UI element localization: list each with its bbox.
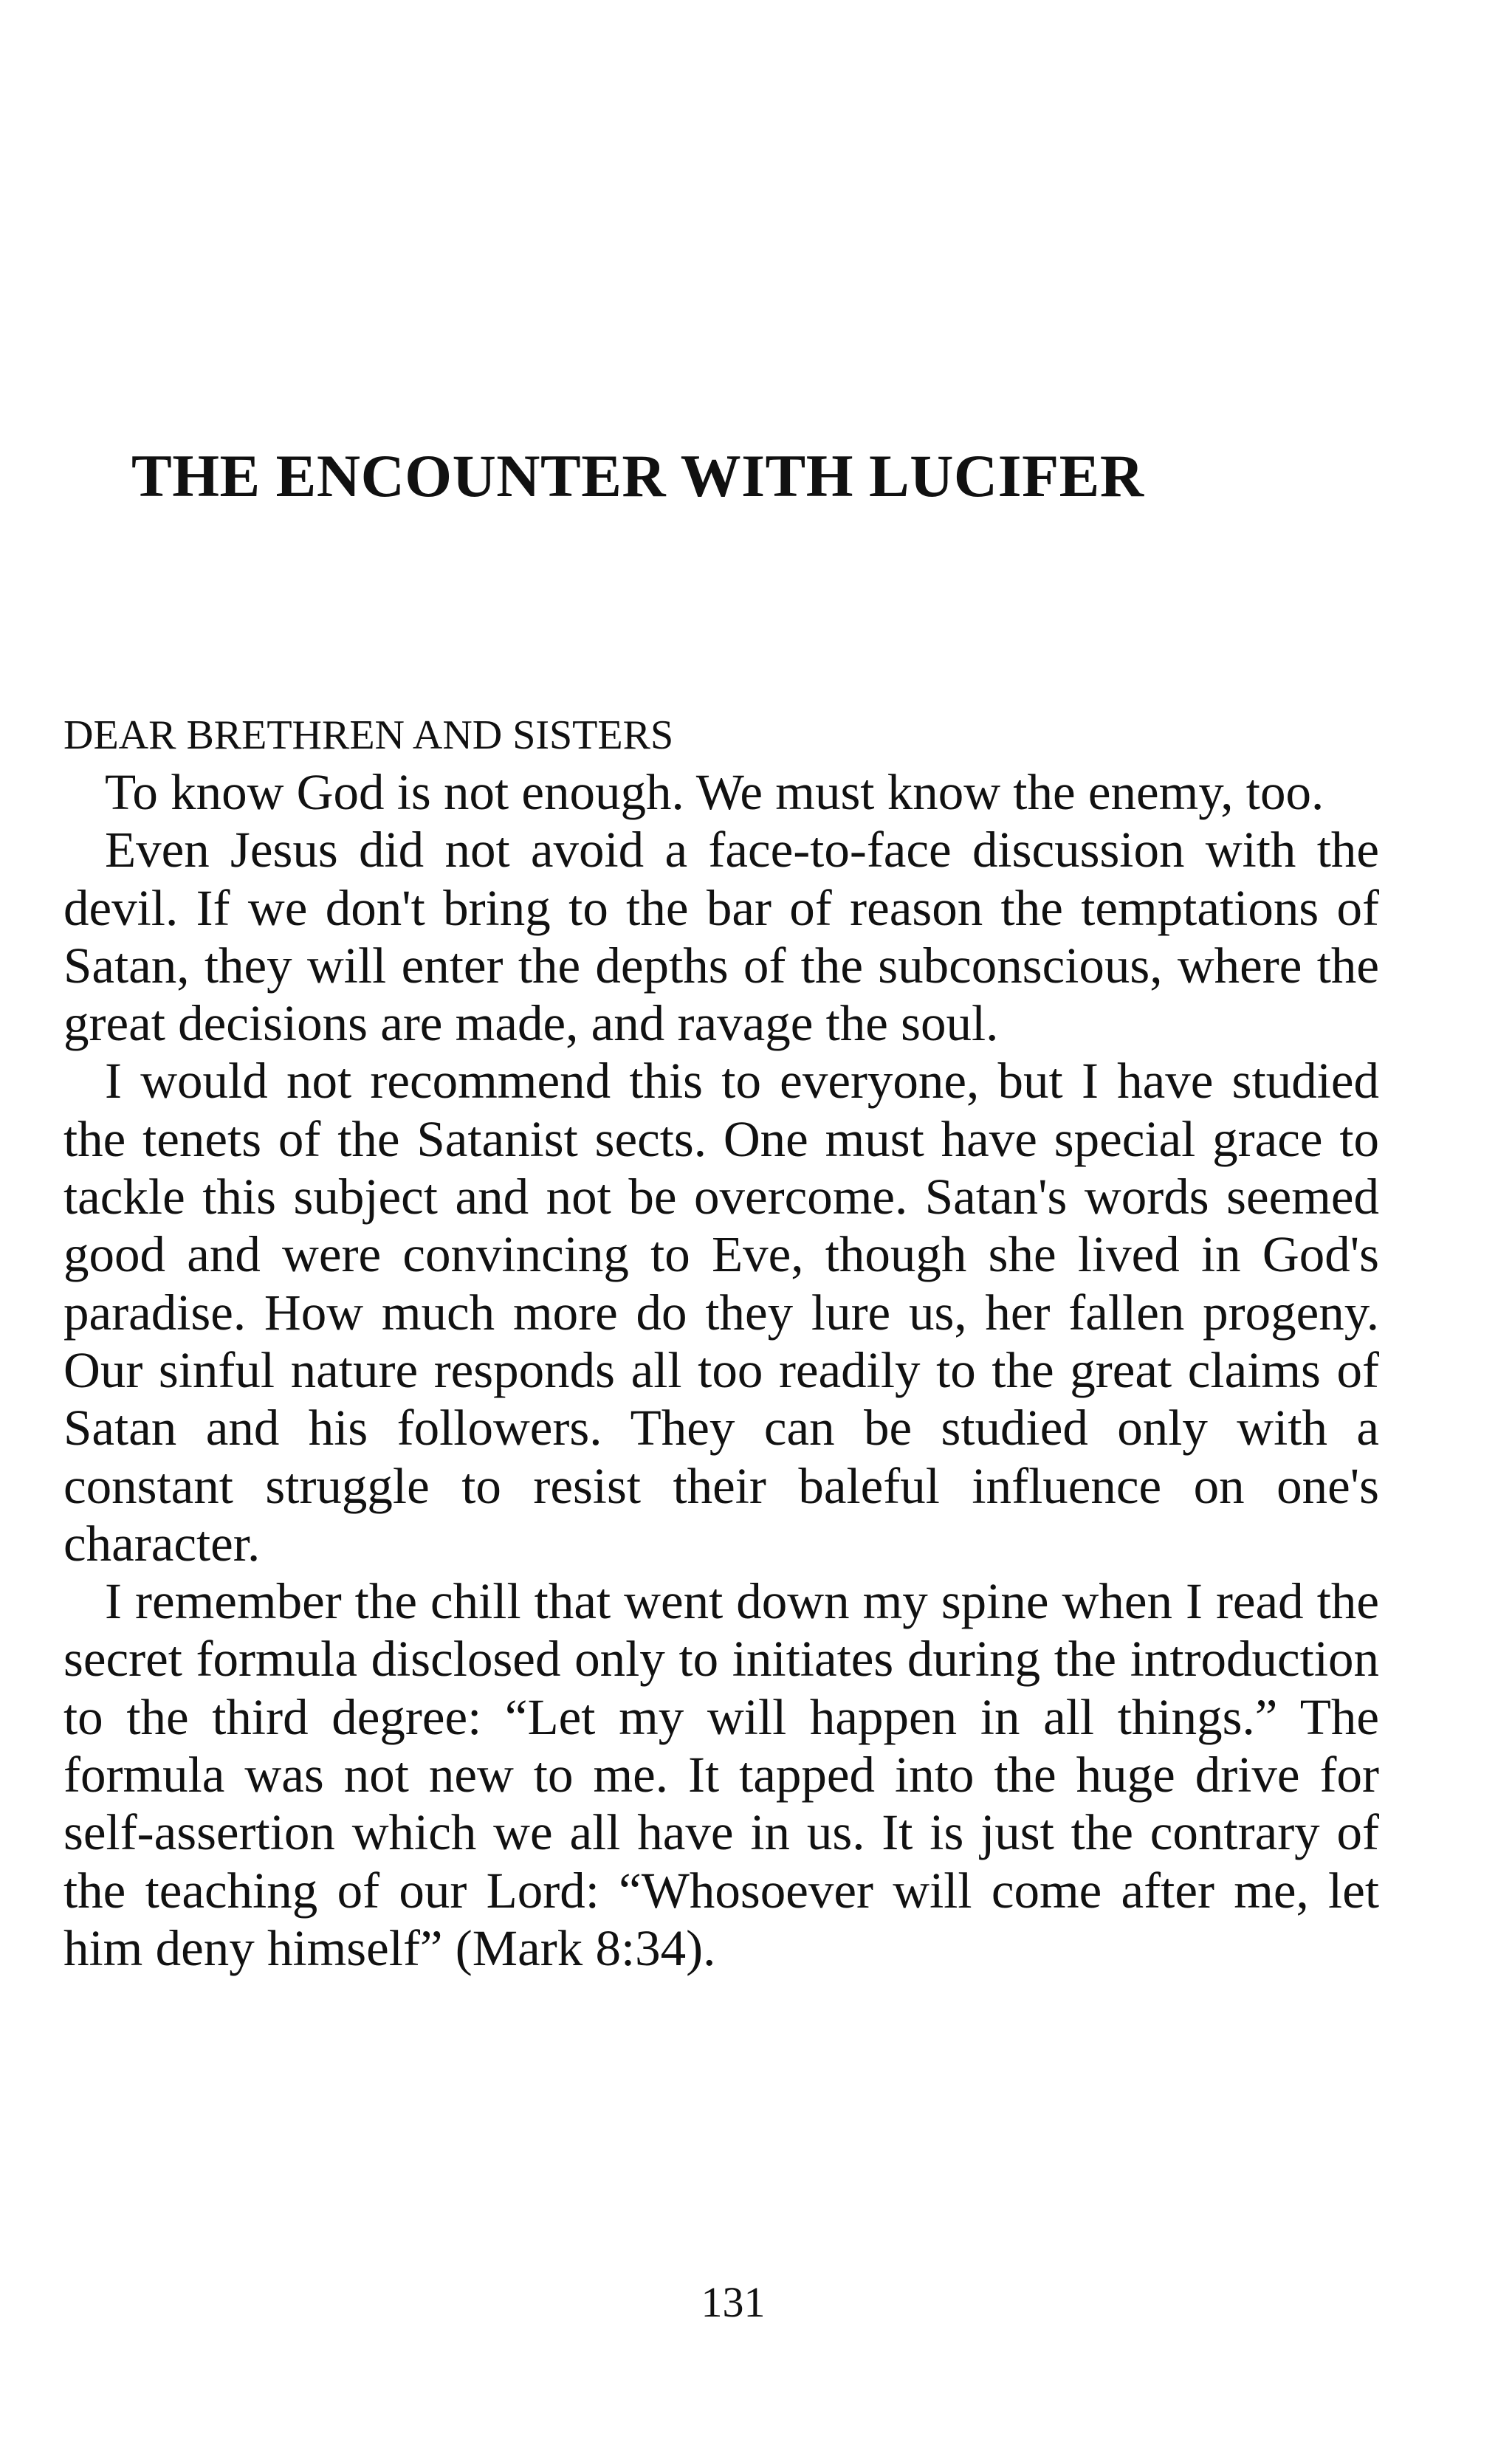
paragraph-4: I remember the chill that went down my spine when I read the secret formula disclosed only to initiates during the introduction to the third degree: “Let my will happen in all things.” The formula was not new to me. It tapped into the huge drive for self-assertion which we all have in us. It is just the contrary of the teaching of our Lord: “Whosoever will come after me, let him deny himself” (Mark 8:34). — [63, 1573, 1379, 1976]
paragraph-3: I would not recommend this to everyone, but I have studied the tenets of the Satanist sects. One must have special grace to tackle this subject and not be overcome. Satan's words seemed good and were convincing to Eve, though she lived in God's paradise. How much more do they lure us, her fallen progeny. Our sinful nature responds all too readily to the great claims of Satan and his followers. They can be studied only with a constant struggle to resist their baleful influence on one's character. — [63, 1053, 1379, 1572]
page-number: 131 — [701, 2278, 766, 2326]
body-text — [63, 763, 1379, 1977]
salutation: DEAR BRETHREN AND SISTERS — [63, 712, 674, 758]
chapter-title: THE ENCOUNTER WITH LUCIFER — [131, 442, 1144, 509]
paragraph-2: Even Jesus did not avoid a face-to-face discussion with the devil. If we don't bring to the bar of reason the temptations of Satan, they will enter the depths of the subconscious, where the great decisions are made, and ravage the soul. — [63, 822, 1379, 1052]
paragraph-1: To know God is not enough. We must know the enemy, too. — [105, 764, 1324, 820]
